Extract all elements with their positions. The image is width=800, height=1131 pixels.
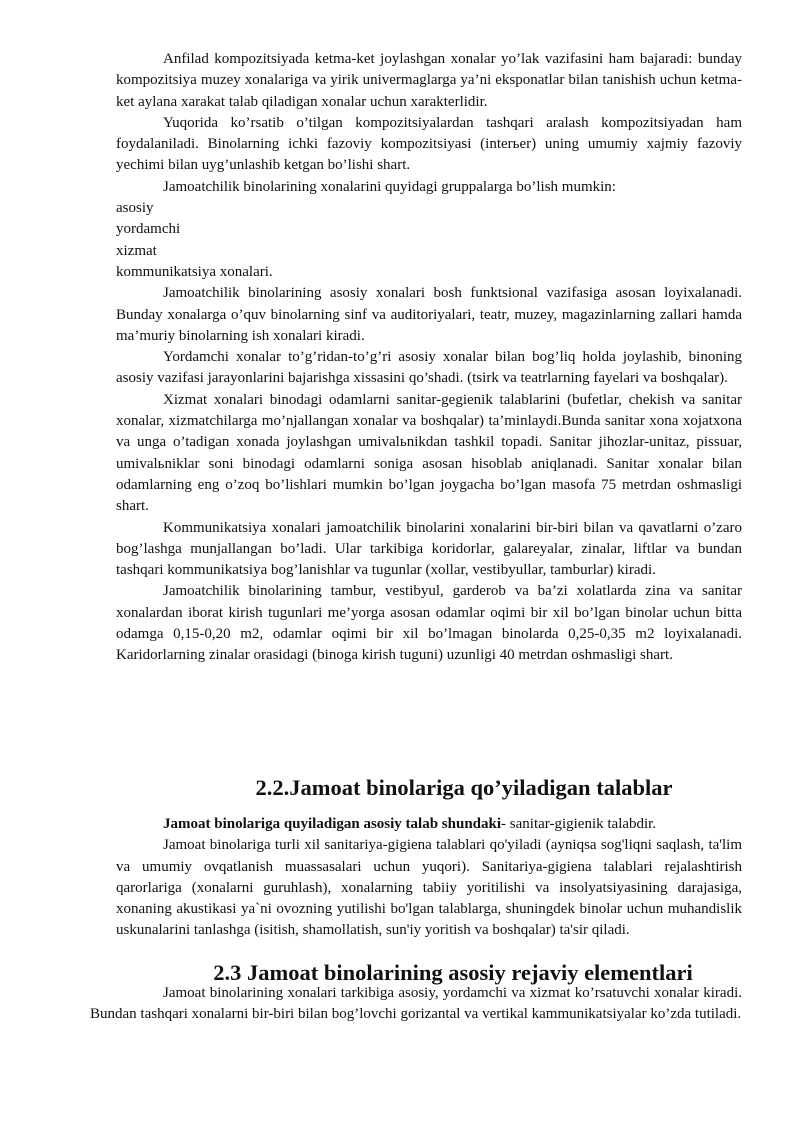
lead-bold-text: Jamoat binolariga quyiladigan asosiy talab shundaki (163, 816, 502, 832)
paragraph: Jamoatchilik binolarining xonalarini quyidagi gruppalarga bo’lish mumkin: (163, 178, 616, 195)
paragraph: Jamoat binolarining xonalari tarkibiga asosiy, yordamchi va xizmat ko’rsatuvchi xonalar kiradi. Bundan tashqari xonalarni bir-biri bilan bog’lovchi gorizantal va vertikal kammunikatsiyalar ko’zda tutiladi. (90, 985, 742, 1023)
lead-text: - sanitar-gigienik talabdir. (501, 816, 657, 832)
list-item: kommunikatsiya xonalari. (116, 263, 273, 280)
lead-paragraph (116, 814, 742, 835)
section-rooms-classification (116, 49, 742, 667)
paragraph: Yordamchi xonalar to’g’ridan-to’g’ri asosiy xonalar bilan bog’liq holda joylashib, binoning asosiy vazifasi jarayonlarini bajarishga xissasini qo’shadi. (tsirk va teatrlarning fayelari va boshqalar). (116, 349, 742, 387)
paragraph: Jamoatchilik binolarining asosiy xonalari bosh funktsional vazifasiga asosan loyixalanadi. Bunday xonalarga o’quv binolarning sinf va auditoriyalari, teatr, muzey, magazinlarning zallari hamda ma’muriy binolarning ish xonalari kiradi. (116, 285, 742, 344)
section-heading: 2.2.Jamoat binolariga qo’yiladigan talablar (255, 775, 673, 800)
paragraph: Kommunikatsiya xonalari jamoatchilik binolarini xonalarini bir-biri bilan va qavatlarni o’zaro bog’lashga munjallangan bo’ladi. Ular tarkibiga koridorlar, galareyalar, zinalar, liftlar va bundan tashqari kommunikatsiya bog’lanishlar va tugunlar (xollar, vestibyullar, tamburlar) kiradi. (116, 519, 742, 579)
section-requirements (116, 814, 742, 942)
section-planning-elements (90, 983, 742, 1026)
section-heading: 2.3 Jamoat binolarining asosiy rejaviy elementlari (213, 960, 693, 985)
paragraph: Jamoatchilik binolarining tambur, vestibyul, garderob va ba’zi xolatlarda zina va sanitar xonalardan iborat kirish tugunlari me’yorga asosan odamlar oqimi bir xil bo’lgan binolar uchun bitta odamga 0,15-0,20 m2, odamlar oqimi bir xil bo’lmagan binolarda 0,25-0,35 m2 loyixalanadi. Karidorlarning zinalar orasidagi (binoga kirish tuguni) uzunligi 40 metrdan oshmasligi shart. (116, 583, 742, 664)
list-item: asosiy (116, 200, 154, 217)
list-item: xizmat (116, 242, 157, 259)
paragraph: Yuqorida ko’rsatib o’tilgan kompozitsiyalardan tashqari aralash kompozitsiyadan ham foydalaniladi. Binolarning ichki fazoviy kompozitsiyasi (interьer) uning umumiy xajmiy fazoviy yechimi bilan uyg’unlashib ketgan bo’lishi shart. (116, 114, 742, 174)
paragraph: Anfilad kompozitsiyada ketma-ket joylashgan xonalar yo’lak vazifasini ham bajaradi: bunday kompozitsiya muzey xonalariga va yirik univermaglarga ya’ni eksponatlar bilan tanishish uchun ketma-ket aylana xarakat talab qiladigan xonalar uchun xarakterlidir. (116, 51, 742, 110)
list-item: yordamchi (116, 221, 181, 238)
paragraph: Jamoat binolariga turli xil sanitariya-gigiena talablari qo'yiladi (ayniqsa sog'liqni saqlash, ta'lim va umumiy ovqatlanish muassasalari uchun yuqori). Sanitariya-gigiena talablari rejalashtirish qarorlariga (xonalarni guruhlash), xonalarning tabiiy yoritilishi va insolyatsiyasining darajasiga, xonaning akustikasi ya`ni ovozning yutilishi bo'lgan talablarga, shuningdek binolar uchun muhandislik uskunalarini tanlashga (isitish, shamollatish, sun'iy yoritish va boshqalar) ta'sir qiladi. (116, 837, 742, 939)
paragraph: Xizmat xonalari binodagi odamlarni sanitar-gegienik talablarini (bufetlar, chekish va sanitar xonalar, xizmatchilarga mo’njallangan xonalar va boshqalar) ta’minlaydi.Bunda sanitar xona xojatxona va unga o’tadigan xonada joylashgan umivalьnikdan tashkil topadi. Sanitar jihozlar-unitaz, pissuar, umivalьniklar soni binodagi odamlarni soniga asosan hisoblab aniqlanadi. Sanitar xonalar bilan odamlarning eng o’zoq bo’lishlari mumkin bo’lgan joygacha bo’lgan masofa 75 metrdan oshmasligi shart. (116, 391, 742, 515)
